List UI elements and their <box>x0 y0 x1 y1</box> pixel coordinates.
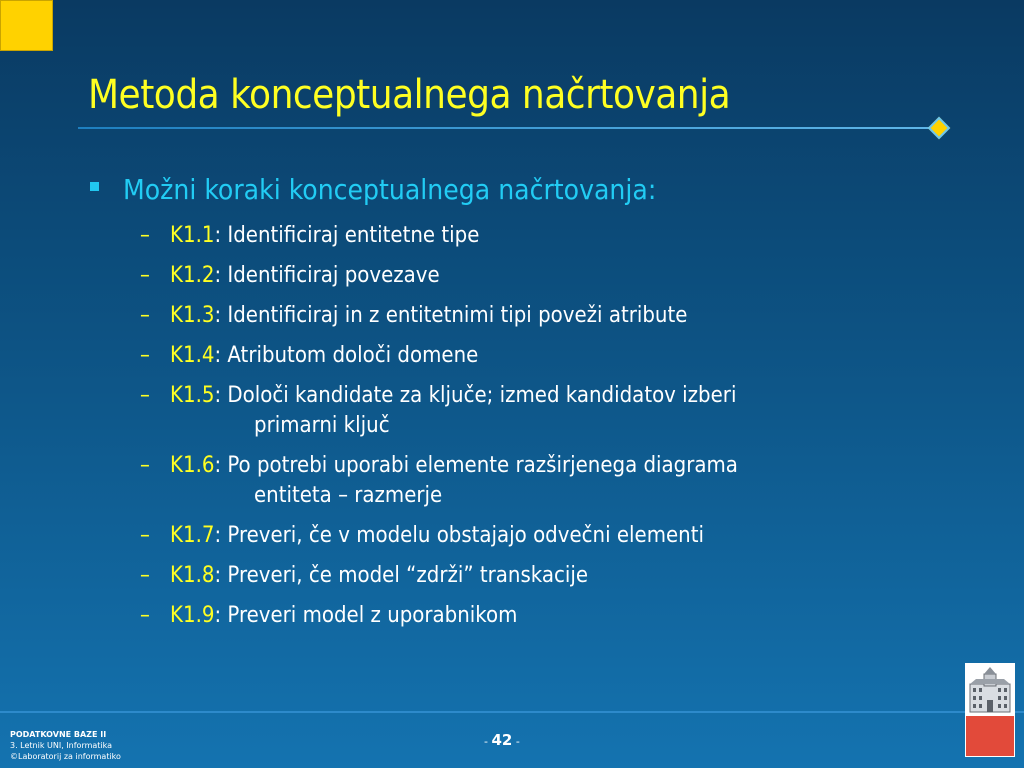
step-code: K1.1 <box>170 223 215 248</box>
step-list <box>140 220 930 640</box>
dash-marker: – <box>140 383 150 408</box>
step-text: : Identificiraj entitetne tipe <box>214 223 480 248</box>
list-item <box>140 340 930 372</box>
dash-marker: – <box>140 263 150 288</box>
step-text: : Identificiraj in z entitetnimi tipi poveži atribute <box>214 303 688 328</box>
footer-divider <box>0 711 1024 713</box>
list-item <box>140 380 930 442</box>
step-code: K1.6 <box>170 453 215 478</box>
step-code: K1.2 <box>170 263 215 288</box>
university-building-logo <box>965 663 1015 757</box>
step-text: : Preveri model z uporabnikom <box>214 603 518 628</box>
diamond-ornament-icon <box>928 117 951 140</box>
course-year: 3. Letnik UNI, Informatika <box>10 741 113 750</box>
step-text: : Določi kandidate za ključe; izmed kandidatov izberi <box>214 383 737 408</box>
list-item <box>140 600 930 632</box>
step-text: : Preveri, če v modelu obstajajo odvečni elementi <box>214 523 704 548</box>
footer-info <box>10 729 121 762</box>
step-code: K1.3 <box>170 303 215 328</box>
page-number: - 42 - <box>484 731 520 749</box>
dash-marker: – <box>140 453 150 478</box>
dash-marker: – <box>140 523 150 548</box>
course-name: PODATKOVNE BAZE II <box>10 730 107 739</box>
square-bullet-icon <box>90 182 99 191</box>
step-text: : Identificiraj povezave <box>214 263 440 288</box>
dash-marker: – <box>140 563 150 588</box>
step-code: K1.7 <box>170 523 215 548</box>
dash-marker: – <box>140 223 150 248</box>
step-code: K1.9 <box>170 603 215 628</box>
step-code: K1.8 <box>170 563 215 588</box>
step-continuation: entiteta – razmerje <box>254 483 443 508</box>
list-item <box>140 300 930 332</box>
list-item <box>140 560 930 592</box>
building-icon <box>966 664 1014 716</box>
logo-red-band <box>966 716 1014 756</box>
slide-title: Metoda konceptualnega načrtovanja <box>88 72 731 118</box>
step-code: K1.4 <box>170 343 215 368</box>
corner-square-decoration <box>0 0 53 51</box>
list-item <box>140 520 930 552</box>
step-text: : Po potrebi uporabi elemente razširjenega diagrama <box>214 453 738 478</box>
dash-marker: – <box>140 303 150 328</box>
page-number-value: 42 <box>491 731 513 749</box>
title-underline <box>78 127 934 129</box>
main-bullet-text: Možni koraki konceptualnega načrtovanja: <box>123 173 657 206</box>
main-bullet <box>90 173 656 206</box>
lab-name: ©Laboratorij za informatiko <box>10 752 121 761</box>
step-text: : Preveri, če model “zdrži” transkacije <box>214 563 589 588</box>
list-item <box>140 450 930 512</box>
list-item <box>140 220 930 252</box>
step-code: K1.5 <box>170 383 215 408</box>
step-text: : Atributom določi domene <box>214 343 479 368</box>
list-item <box>140 260 930 292</box>
dash-marker: – <box>140 603 150 628</box>
step-continuation: primarni ključ <box>254 413 390 438</box>
dash-marker: – <box>140 343 150 368</box>
